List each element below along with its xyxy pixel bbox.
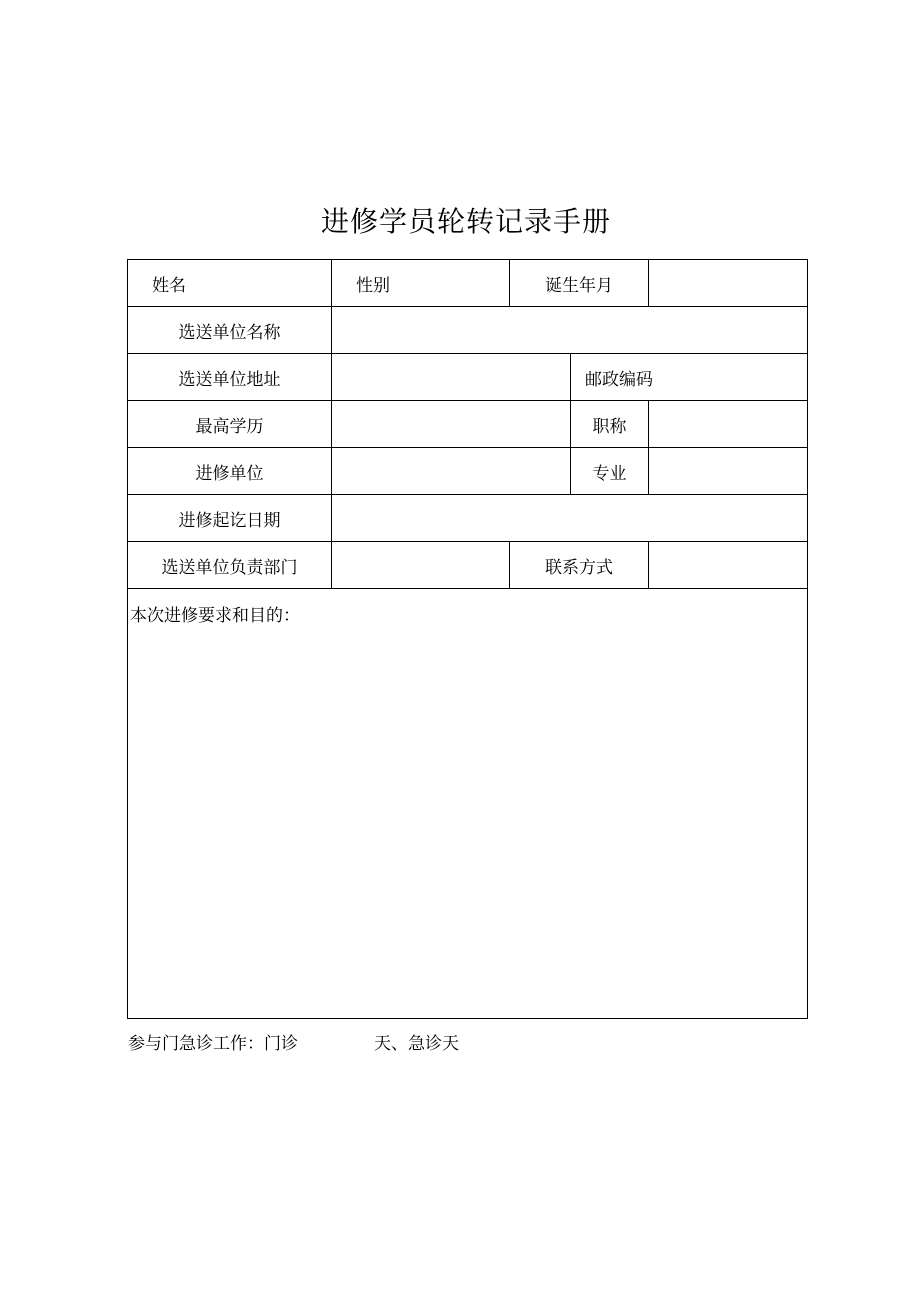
education-label: 最高学历	[128, 401, 332, 448]
sending-unit-address-label: 选送单位地址	[128, 354, 332, 401]
name-label: 姓名	[128, 260, 332, 307]
goals-field[interactable]	[128, 589, 808, 1019]
form-row-education	[128, 401, 808, 448]
sending-unit-name-field[interactable]	[332, 307, 808, 354]
page-title: 进修学员轮转记录手册	[320, 205, 611, 238]
major-label: 专业	[571, 448, 649, 495]
form-row-responsible-dept	[128, 542, 808, 589]
title-field[interactable]	[649, 401, 808, 448]
birth-label: 诞生年月	[510, 260, 649, 307]
contact-label: 联系方式	[510, 542, 649, 589]
clinic-prefix: 参与门急诊工作：门诊	[128, 1034, 298, 1054]
major-field[interactable]	[649, 448, 808, 495]
form-row-sending-unit-name	[128, 307, 808, 354]
training-unit-label: 进修单位	[128, 448, 332, 495]
training-period-field[interactable]	[332, 495, 808, 542]
form-row-goals	[128, 589, 808, 1019]
goals-label: 本次进修要求和目的：	[130, 606, 300, 626]
sending-unit-address-field[interactable]	[332, 354, 571, 401]
registration-form	[127, 259, 808, 1019]
title-label: 职称	[571, 401, 649, 448]
training-period-label: 进修起讫日期	[128, 495, 332, 542]
clinic-work-line	[128, 1029, 459, 1054]
responsible-dept-label: 选送单位负责部门	[128, 542, 332, 589]
clinic-suffix: 天、急诊天	[374, 1034, 459, 1054]
education-field[interactable]	[332, 401, 571, 448]
training-unit-field[interactable]	[332, 448, 571, 495]
form-row-training-period	[128, 495, 808, 542]
form-row-sending-unit-address	[128, 354, 808, 401]
responsible-dept-field[interactable]	[332, 542, 510, 589]
contact-field[interactable]	[649, 542, 808, 589]
birth-field[interactable]	[649, 260, 808, 307]
sending-unit-name-label: 选送单位名称	[128, 307, 332, 354]
form-row-training-unit	[128, 448, 808, 495]
gender-label: 性别	[332, 260, 510, 307]
form-row-basic-info	[128, 260, 808, 307]
postal-code-label: 邮政编码	[571, 354, 808, 401]
